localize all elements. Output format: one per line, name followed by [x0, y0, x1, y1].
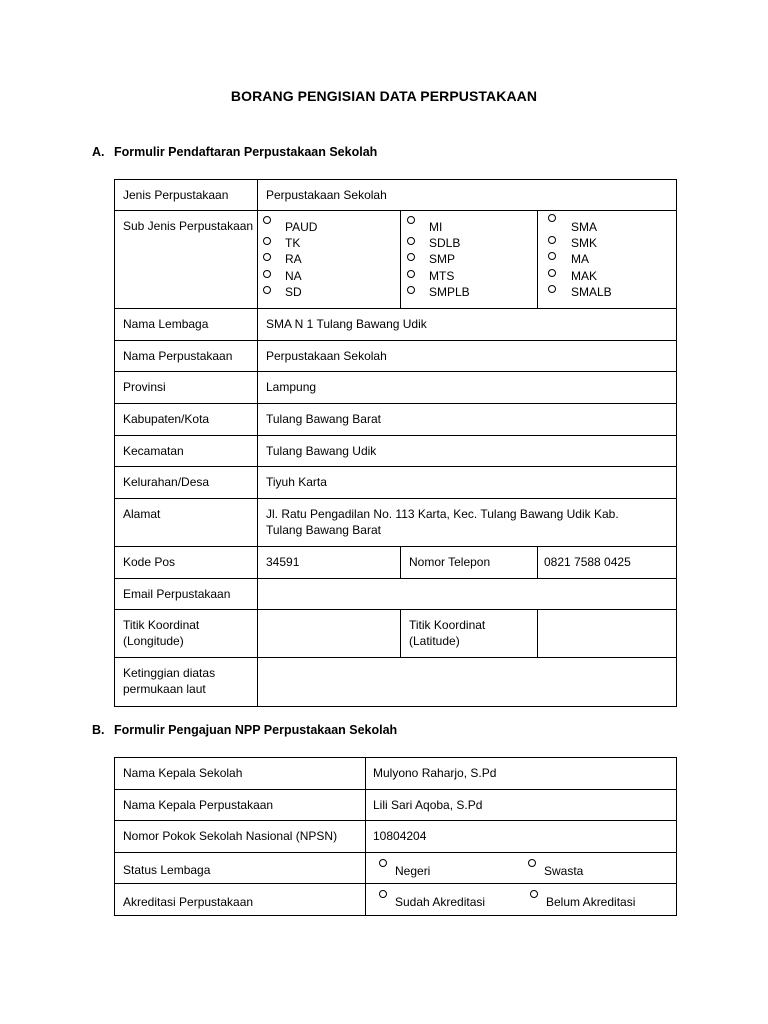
option-sd: SD — [285, 285, 302, 299]
akreditasi-label: Akreditasi Perpustakaan — [115, 884, 366, 916]
nama-perpustakaan-label: Nama Perpustakaan — [115, 341, 258, 372]
ketinggian-label: Ketinggian diatas permukaan laut — [115, 658, 258, 707]
nama-lembaga-label: Nama Lembaga — [115, 309, 258, 341]
radio-smplb[interactable] — [407, 286, 415, 294]
jenis-value: Perpustakaan Sekolah — [258, 180, 677, 211]
radio-sudah-akreditasi[interactable] — [379, 890, 387, 898]
sub-jenis-col-2 — [401, 211, 538, 309]
kecamatan-value[interactable]: Tulang Bawang Udik — [258, 436, 677, 467]
telepon-value[interactable]: 0821 7588 0425 — [538, 547, 677, 579]
radio-sma[interactable] — [548, 214, 556, 222]
radio-paud[interactable] — [263, 216, 271, 224]
radio-tk[interactable] — [263, 237, 271, 245]
radio-negeri[interactable] — [379, 859, 387, 867]
longitude-value[interactable] — [258, 610, 401, 658]
radio-mak[interactable] — [548, 269, 556, 277]
section-b-letter: B. — [92, 723, 105, 737]
option-sdlb: SDLB — [429, 236, 461, 250]
npsn-label: Nomor Pokok Sekolah Nasional (NPSN) — [115, 821, 366, 853]
section-b-title: Formulir Pengajuan NPP Perpustakaan Sekolah — [114, 723, 398, 737]
latitude-value[interactable] — [538, 610, 677, 658]
alamat-label: Alamat — [115, 499, 258, 547]
radio-mi[interactable] — [407, 216, 415, 224]
provinsi-label: Provinsi — [115, 372, 258, 404]
option-mi: MI — [429, 220, 443, 234]
option-mts: MTS — [429, 269, 455, 283]
radio-sdlb[interactable] — [407, 237, 415, 245]
alamat-value[interactable]: Jl. Ratu Pengadilan No. 113 Karta, Kec. Tulang Bawang Udik Kab. Tulang Bawang Barat — [258, 499, 677, 547]
page-title: BORANG PENGISIAN DATA PERPUSTAKAAN — [230, 88, 538, 104]
kabupaten-value[interactable]: Tulang Bawang Barat — [258, 404, 677, 436]
sub-jenis-col-1 — [258, 211, 401, 309]
library-registration-table — [114, 179, 677, 707]
option-swasta: Swasta — [544, 864, 584, 878]
nama-lembaga-value[interactable]: SMA N 1 Tulang Bawang Udik — [258, 309, 677, 341]
kepala-perpustakaan-label: Nama Kepala Perpustakaan — [115, 790, 366, 821]
option-ma: MA — [571, 252, 589, 266]
npp-application-table — [114, 757, 677, 916]
option-sma: SMA — [571, 220, 598, 234]
section-a-heading — [92, 145, 377, 159]
section-b-heading — [92, 723, 397, 737]
kepala-perpustakaan-value[interactable]: Lili Sari Aqoba, S.Pd — [366, 790, 677, 821]
option-negeri: Negeri — [395, 864, 431, 878]
radio-ma[interactable] — [548, 252, 556, 260]
option-na: NA — [285, 269, 302, 283]
option-mak: MAK — [571, 269, 598, 283]
nama-perpustakaan-value[interactable]: Perpustakaan Sekolah — [258, 341, 677, 372]
section-a-title: Formulir Pendaftaran Perpustakaan Sekolah — [114, 145, 378, 159]
kepala-sekolah-value[interactable]: Mulyono Raharjo, S.Pd — [366, 758, 677, 790]
status-label: Status Lembaga — [115, 853, 366, 884]
radio-belum-akreditasi[interactable] — [530, 890, 538, 898]
status-options — [366, 853, 677, 884]
kelurahan-value[interactable]: Tiyuh Karta — [258, 467, 677, 499]
kepala-sekolah-label: Nama Kepala Sekolah — [115, 758, 366, 790]
sub-jenis-label: Sub Jenis Perpustakaan — [115, 211, 258, 309]
kode-pos-value[interactable]: 34591 — [258, 547, 401, 579]
sub-jenis-col-3 — [538, 211, 677, 309]
option-sudah-akreditasi: Sudah Akreditasi — [395, 895, 486, 909]
option-smalb: SMALB — [571, 285, 612, 299]
kode-pos-label: Kode Pos — [115, 547, 258, 579]
option-smplb: SMPLB — [429, 285, 470, 299]
option-belum-akreditasi: Belum Akreditasi — [546, 895, 636, 909]
option-smp: SMP — [429, 252, 456, 266]
radio-sd[interactable] — [263, 286, 271, 294]
jenis-label: Jenis Perpustakaan — [115, 180, 258, 211]
npsn-value[interactable]: 10804204 — [366, 821, 677, 853]
telepon-label: Nomor Telepon — [401, 547, 538, 579]
radio-ra[interactable] — [263, 253, 271, 261]
kecamatan-label: Kecamatan — [115, 436, 258, 467]
option-smk: SMK — [571, 236, 598, 250]
akreditasi-options — [366, 884, 677, 916]
option-ra: RA — [285, 252, 302, 266]
kabupaten-label: Kabupaten/Kota — [115, 404, 258, 436]
option-paud: PAUD — [285, 220, 318, 234]
longitude-label: Titik Koordinat (Longitude) — [115, 610, 258, 658]
radio-swasta[interactable] — [528, 859, 536, 867]
email-label: Email Perpustakaan — [115, 579, 258, 610]
option-tk: TK — [285, 236, 301, 250]
radio-smk[interactable] — [548, 236, 556, 244]
radio-mts[interactable] — [407, 270, 415, 278]
ketinggian-value[interactable] — [258, 658, 677, 707]
radio-smalb[interactable] — [548, 285, 556, 293]
email-value[interactable] — [258, 579, 677, 610]
section-a-letter: A. — [92, 145, 105, 159]
radio-smp[interactable] — [407, 253, 415, 261]
kelurahan-label: Kelurahan/Desa — [115, 467, 258, 499]
latitude-label: Titik Koordinat (Latitude) — [401, 610, 538, 658]
radio-na[interactable] — [263, 270, 271, 278]
provinsi-value[interactable]: Lampung — [258, 372, 677, 404]
